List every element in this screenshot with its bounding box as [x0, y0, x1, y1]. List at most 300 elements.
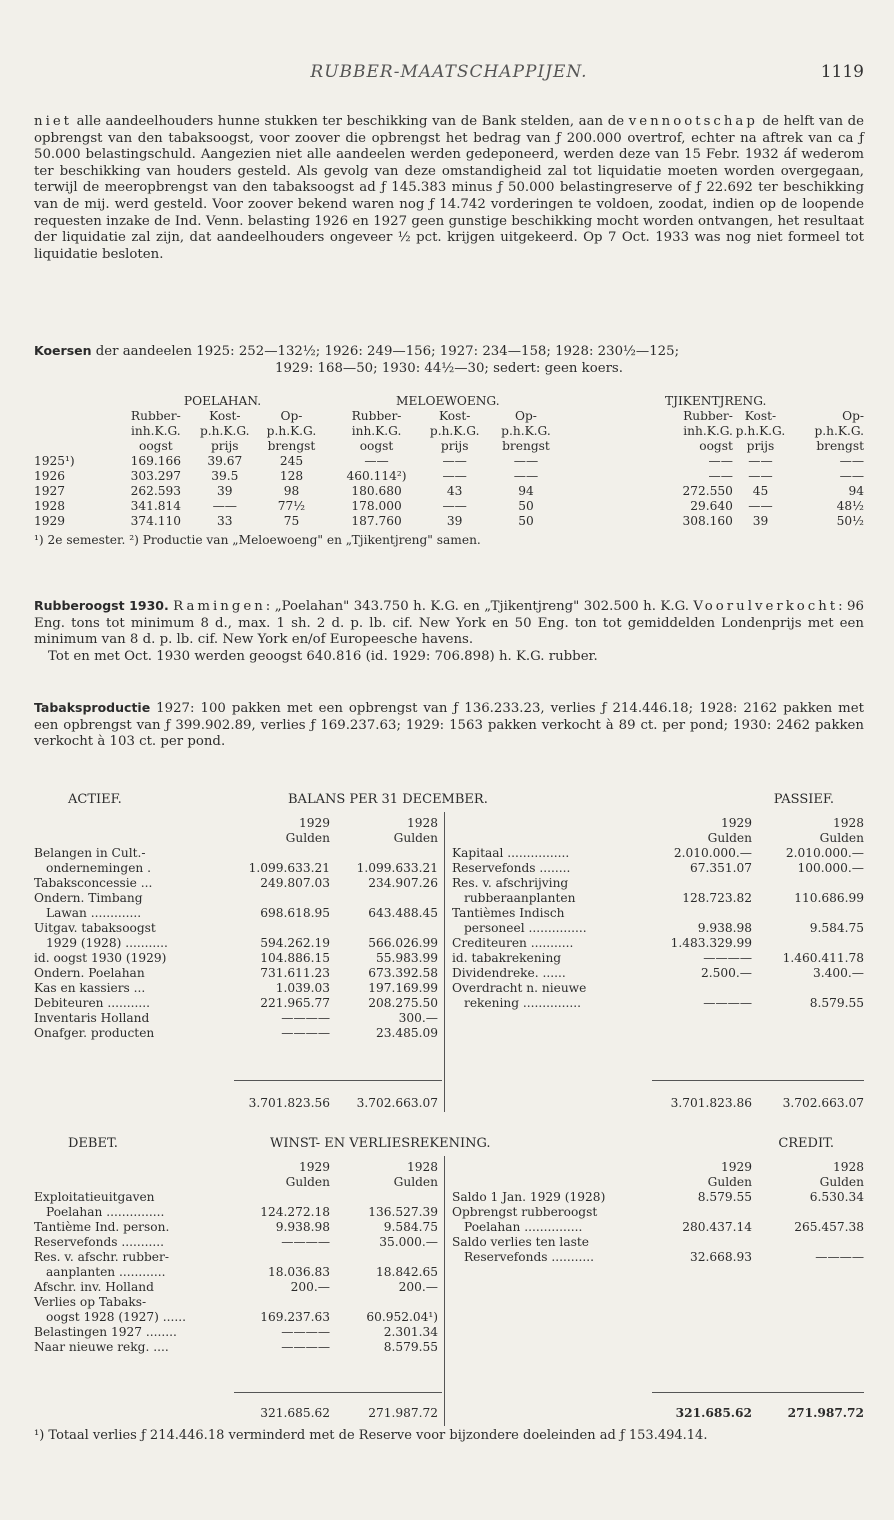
table-cell: ——	[212, 499, 237, 513]
koersen-label: Koersen	[34, 343, 92, 358]
ledger-value-1928: ————	[815, 1250, 864, 1264]
ledger-label: Uitgav. tabaksoogst	[34, 921, 156, 935]
year-header: 1928	[832, 1160, 864, 1174]
ledger-value-1929: 128.723.82	[682, 891, 752, 905]
voorverkocht-spaced: Voorulverkocht	[693, 599, 839, 614]
ledger-value-1929: 1.039.03	[275, 981, 330, 995]
table-cell: 39.5	[211, 469, 239, 483]
col-header: p.h.K.G.	[814, 424, 864, 438]
koersen-text-1: der aandeelen 1925: 252—132½; 1926: 249—156; 1927: 234—158; 1928: 230½—125;	[91, 344, 680, 359]
ledger-value-1929: 8.579.55	[697, 1190, 752, 1204]
ledger-value-1929: ————	[281, 1340, 330, 1354]
intro-paragraph	[34, 114, 864, 263]
ledger-label: Exploitatieuitgaven	[34, 1190, 155, 1204]
ledger-row	[452, 891, 864, 906]
winst-title: WINST- EN VERLIESREKENING.	[270, 1136, 491, 1151]
ledger-value-1929	[652, 981, 752, 996]
ledger-row	[452, 981, 864, 996]
table-cell: 50½	[836, 514, 864, 528]
ledger-row	[34, 1026, 438, 1041]
ledger-value-1929: ————	[281, 1325, 330, 1339]
ledger-value-1929: 2.500.—	[701, 966, 752, 980]
actief-total-1929: 3.701.823.56	[248, 1096, 330, 1110]
ledger-value-1928: 9.584.75	[383, 1220, 438, 1234]
ledger-row	[34, 1265, 438, 1280]
ledger-value-1928: 23.485.09	[375, 1026, 438, 1040]
table-cell: 45	[752, 484, 769, 498]
unit-header: Gulden	[285, 831, 330, 845]
table-cell: 29.640	[690, 499, 733, 513]
ledger-row	[34, 1235, 438, 1250]
col-header: Kost-	[438, 409, 471, 423]
ledger-row	[34, 861, 438, 876]
credit-title: CREDIT.	[778, 1136, 834, 1151]
col-header: prijs	[746, 439, 775, 453]
table-cell: 77½	[277, 499, 306, 513]
koersen-paragraph	[34, 343, 864, 377]
balans-title: BALANS PER 31 DECEMBER.	[288, 792, 488, 807]
unit-header: Gulden	[707, 831, 752, 845]
col-header: Kost-	[209, 409, 241, 423]
unit-header: Gulden	[819, 831, 864, 845]
col-header: p.h.K.G.	[200, 424, 250, 438]
ledger-value-1928: 2.301.34	[383, 1325, 438, 1339]
ledger-value-1928	[752, 1235, 864, 1250]
ledger-label: Dividendreke. ......	[452, 966, 566, 980]
ledger-value-1929	[652, 1205, 752, 1220]
intro-text-1: alle aandeelhouders hunne stukken ter beschikking van de Bank stelden, aan de	[72, 114, 629, 129]
ledger-row	[34, 1011, 438, 1026]
debet-total	[34, 1406, 442, 1421]
ledger-label: Ondern. Poelahan	[34, 966, 145, 980]
ledger-row	[452, 996, 864, 1011]
col-header: oogst	[359, 439, 394, 453]
table-cell: 272.550	[682, 484, 733, 498]
unit-header: Gulden	[707, 1175, 752, 1189]
ledger-row	[452, 846, 864, 861]
col-header: Op-	[515, 409, 537, 423]
ledger-row	[34, 1250, 438, 1265]
ledger-value-1928: 100.000.—	[797, 861, 864, 875]
ledger-value-1929: ————	[281, 1011, 330, 1025]
ledger-value-1929: 169.237.63	[260, 1310, 330, 1324]
ledger-value-1929: 67.351.07	[689, 861, 752, 875]
ledger-value-1929: 124.272.18	[260, 1205, 330, 1219]
koersen-text-2: 1929: 168—50; 1930: 44½—30; sedert: geen koers.	[275, 360, 623, 376]
tabak-text: 1927: 100 pakken met een opbrengst van ƒ 136.233.23, verlies ƒ 214.446.18; 1928: 2162 pakken met een opbrengst van ƒ 399.902.89, verlies ƒ 169.237.63; 1929: 1563 pakken verkocht à 89 ct. per pond; 1930: 2462 pakken verkocht à 103 ct. per pond.	[34, 701, 864, 750]
ledger-label: Ondern. Timbang	[34, 891, 143, 905]
ledger-value-1929: ————	[703, 951, 752, 965]
ledger-value-1929: 1.483.329.99	[670, 936, 752, 950]
table-cell: 33	[217, 514, 233, 528]
table-cell: ——	[708, 469, 733, 483]
col-header: Rubber-	[351, 409, 402, 423]
ledger-row	[34, 846, 438, 861]
ledger-value-1928	[752, 876, 864, 891]
ledger-value-1929: 731.611.23	[260, 966, 330, 980]
ledger-label: Crediteuren ...........	[452, 936, 574, 950]
ledger-label: Saldo verlies ten laste	[452, 1235, 589, 1249]
ledger-value-1929: 9.938.98	[275, 1220, 330, 1234]
ledger-label: Verlies op Tabaks-	[34, 1295, 147, 1309]
ledger-value-1929: ————	[281, 1235, 330, 1249]
ledger-value-1929	[230, 846, 330, 861]
ledger-row	[452, 951, 864, 966]
production-table	[34, 394, 864, 548]
year-header: 1928	[406, 1160, 438, 1174]
col-header: p.h.K.G.	[429, 424, 480, 438]
col-header: oogst	[699, 439, 733, 453]
col-header: prijs	[211, 439, 239, 453]
actief-title: ACTIEF.	[68, 792, 122, 807]
col-header: oogst	[139, 439, 173, 453]
table-row	[34, 469, 864, 484]
ledger-label: Lawan .............	[46, 906, 142, 920]
ledger-value-1929: 32.668.93	[689, 1250, 752, 1264]
ledger-value-1929	[652, 876, 752, 891]
ledger-label: personeel ...............	[464, 921, 587, 935]
table-cell: 43	[446, 484, 463, 498]
ledger-value-1928: 300.—	[398, 1011, 438, 1025]
table-cell: 303.297	[130, 469, 182, 483]
ledger-label: ondernemingen .	[46, 861, 152, 875]
ledger-label: rekening ...............	[464, 996, 582, 1010]
ledger-value-1929: 249.807.03	[260, 876, 330, 890]
ledger-value-1929: ————	[703, 996, 752, 1010]
table-cell: 460.114²)	[346, 469, 407, 483]
ledger-label: Onafger. producten	[34, 1026, 155, 1040]
ledger-label: aanplanten ............	[46, 1265, 166, 1279]
ledger-value-1929: 104.886.15	[260, 951, 330, 965]
year-header: 1929	[298, 816, 330, 830]
ledger-row	[34, 891, 438, 906]
actief-total	[34, 1096, 442, 1111]
col-header: p.h.K.G.	[266, 424, 317, 438]
ledger-row	[34, 1325, 438, 1340]
ledger-label: Kapitaal ................	[452, 846, 570, 860]
ledger-label: Opbrengst rubberoogst	[452, 1205, 598, 1219]
ledger-label: 1929 (1928) ...........	[46, 936, 168, 950]
ledger-row	[34, 1220, 438, 1235]
col-header: Rubber-	[130, 409, 181, 423]
ledger-row	[452, 1235, 864, 1250]
table-cell: ——	[839, 469, 864, 483]
col-header: Op-	[280, 409, 303, 423]
tabak-paragraph	[34, 700, 864, 751]
col-header: p.h.K.G.	[735, 424, 786, 438]
rubberoogst-paragraph	[34, 598, 864, 665]
passief-total-1929: 3.701.823.86	[670, 1096, 752, 1110]
table-cell: 48½	[836, 499, 864, 513]
col-header: brengst	[502, 439, 550, 453]
unit-header: Gulden	[393, 1175, 438, 1189]
ledger-label: Belangen in Cult.-	[34, 846, 146, 860]
ledger-value-1929	[230, 891, 330, 906]
ledger-value-1928: 1.099.633.21	[356, 861, 438, 875]
ledger-value-1928	[330, 1190, 438, 1205]
year-header: 1928	[406, 816, 438, 830]
tabak-label: Tabaksproductie	[34, 700, 151, 715]
intro-spaced: vennootschap	[628, 114, 758, 129]
rubberoogst-label: Rubberoogst 1930.	[34, 598, 169, 613]
ledger-value-1928: 234.907.26	[368, 876, 438, 890]
table-cell: ——	[708, 454, 733, 468]
ledger-value-1929: 221.965.77	[260, 996, 330, 1010]
ledger-value-1928: 1.460.411.78	[782, 951, 864, 965]
ledger-value-1928: 265.457.38	[794, 1220, 864, 1234]
ledger-value-1928: 18.842.65	[375, 1265, 438, 1279]
ledger-label: Naar nieuwe rekg. ....	[34, 1340, 169, 1354]
table-cell: 169.166	[130, 454, 182, 468]
table-cell: 39	[752, 514, 769, 528]
ledger-label: id. oogst 1930 (1929)	[34, 951, 167, 965]
rubberoogst-text-3: Tot en met Oct. 1930 werden geoogst 640.816 (id. 1929: 706.898) h. K.G. rubber.	[48, 648, 598, 664]
table-cell: 245	[279, 454, 304, 468]
production-footnote: ¹) 2e semester. ²) Productie van „Meloewoeng" en „Tjikentjreng" samen.	[34, 533, 481, 547]
table-cell: 128	[279, 469, 304, 483]
ledger-row	[452, 1250, 864, 1265]
table-cell: ——	[513, 454, 539, 468]
ledger-value-1928	[752, 906, 864, 921]
table-cell: 180.680	[351, 484, 402, 498]
ledger-row	[34, 906, 438, 921]
ledger-value-1928: 643.488.45	[368, 906, 438, 920]
table-cell: ——	[513, 469, 539, 483]
ledger-value-1928: 9.584.75	[809, 921, 864, 935]
ledger-label: Tabaksconcessie ...	[34, 876, 153, 890]
table-cell: 50	[518, 514, 534, 528]
ledger-value-1928	[330, 921, 438, 936]
ledger-value-1929: 594.262.19	[260, 936, 330, 950]
passief-total	[452, 1096, 864, 1111]
debet-title: DEBET.	[68, 1136, 118, 1151]
table-cell: 98	[283, 484, 300, 498]
winst-divider	[444, 1156, 445, 1426]
page-header	[34, 62, 864, 86]
year-header: 1929	[720, 816, 752, 830]
ledger-row	[34, 981, 438, 996]
table-cell: 94	[848, 484, 864, 498]
ledger-value-1928: 208.275.50	[368, 996, 438, 1010]
table-cell: 50	[518, 499, 534, 513]
table-row	[34, 514, 864, 529]
ledger-value-1929: ————	[281, 1026, 330, 1040]
table-cell: ——	[748, 499, 773, 513]
col-header: inh.K.G.	[351, 424, 402, 438]
ledger-label: Tantième Ind. person.	[34, 1220, 170, 1234]
credit-total	[452, 1406, 864, 1421]
rubberoogst-text-1: : „Poelahan" 343.750 h. K.G. en „Tjikentjreng" 302.500 h. K.G.	[265, 599, 694, 614]
ledger-value-1928	[330, 891, 438, 906]
ledger-row	[452, 861, 864, 876]
table-cell: 178.000	[351, 499, 402, 513]
ledger-value-1928	[752, 981, 864, 996]
passief-total-1928: 3.702.663.07	[782, 1096, 864, 1110]
col-header: Kost-	[744, 409, 777, 423]
unit-header: Gulden	[819, 1175, 864, 1189]
ledger-label: id. tabakrekening	[452, 951, 562, 965]
ledger-value-1929: 698.618.95	[260, 906, 330, 920]
ledger-value-1928	[330, 846, 438, 861]
credit-total-rule	[652, 1392, 864, 1393]
table-cell: ——	[748, 454, 773, 468]
table-row	[34, 454, 864, 469]
year-header: 1928	[832, 816, 864, 830]
ledger-row	[452, 966, 864, 981]
ledger-label: Debiteuren ...........	[34, 996, 151, 1010]
ledger-label: Reservefonds ...........	[34, 1235, 165, 1249]
intro-text-2: de helft van de opbrengst van den tabaksoogst, voor zoover die opbrengst het bedrag van ƒ 200.000 overtrof, echter na aftrek van ca ƒ 50.000 belastingschuld. Aangezien niet alle aandeelen werden gedeponeerd, werden deze van 15 Febr. 1932 áf wederom ter beschikking van houders gesteld. Als gevolg van deze omstandigheid zal tot liquidatie moeten worden overgegaan, terwijl de meeropbrengst van den tabaksoogst ad ƒ 145.383 minus ƒ 50.000 belastingreserve of ƒ 22.692 ter beschikking van de mij. werd gesteld. Voor zoover bekend waren nog ƒ 14.742 vorderingen te voldoen, zoodat, indien op de loopende requesten inzake de Ind. Venn. belasting 1926 en 1927 geen gunstige beschikking mocht worden ontvangen, het resultaat der liquidatie zal zijn, dat aandeelhouders ongeveer ½ pct. krijgen uitgekeerd. Op 7 Oct. 1933 was nog niet formeel tot liquidatie besloten.	[34, 114, 864, 262]
ledger-value-1928: 136.527.39	[368, 1205, 438, 1219]
ledger-value-1928	[330, 1295, 438, 1310]
ledger-row	[34, 1280, 438, 1295]
ledger-row	[34, 966, 438, 981]
passief-title: PASSIEF.	[773, 792, 834, 807]
group-poelahan: POELAHAN.	[183, 394, 262, 408]
actief-total-rule	[234, 1080, 442, 1081]
ledger-label: Overdracht n. nieuwe	[452, 981, 587, 995]
ledger-label: Belastingen 1927 ........	[34, 1325, 177, 1339]
row-year: 1928	[34, 499, 66, 513]
ledger-value-1928	[752, 936, 864, 951]
running-title: RUBBER-MAATSCHAPPIJEN.	[310, 62, 588, 82]
ledger-row	[34, 1340, 438, 1355]
col-header: inh.K.G.	[131, 424, 181, 438]
ledger-row	[452, 1190, 864, 1205]
ledger-value-1929	[230, 1190, 330, 1205]
passief-table	[452, 816, 864, 1011]
ledger-row	[452, 906, 864, 921]
ledger-label: Kas en kassiers ...	[34, 981, 146, 995]
ledger-label: rubberaanplanten	[464, 891, 576, 905]
page-number: 1119	[820, 62, 864, 82]
ledger-value-1928: 197.169.99	[368, 981, 438, 995]
ledger-value-1929: 200.—	[290, 1280, 330, 1294]
ledger-value-1929: 1.099.633.21	[248, 861, 330, 875]
col-header: p.h.K.G.	[501, 424, 551, 438]
ledger-row	[34, 951, 438, 966]
table-cell: 374.110	[130, 514, 182, 528]
table-cell: ——	[442, 454, 467, 468]
ledger-row	[34, 1190, 438, 1205]
ledger-label: Tantièmes Indisch	[452, 906, 565, 920]
ledger-row	[452, 876, 864, 891]
ledger-value-1929	[230, 1295, 330, 1310]
ledger-value-1928	[752, 1205, 864, 1220]
table-cell: 75	[283, 514, 300, 528]
table-cell: 39	[217, 484, 233, 498]
ledger-value-1928: 3.400.—	[813, 966, 864, 980]
actief-total-1928: 3.702.663.07	[356, 1096, 438, 1110]
credit-total-1929: 321.685.62	[675, 1406, 752, 1420]
ledger-value-1929	[652, 906, 752, 921]
table-row	[34, 484, 864, 499]
table-cell: 262.593	[130, 484, 182, 498]
ledger-value-1928: 110.686.99	[794, 891, 864, 905]
ledger-value-1928: 2.010.000.—	[785, 846, 864, 860]
lead-word: niet	[34, 114, 73, 129]
ledger-value-1928: 200.—	[398, 1280, 438, 1294]
ledger-value-1928: 35.000.—	[379, 1235, 438, 1249]
table-row	[34, 499, 864, 514]
rubberoogst-text-2: : 96 Eng. tons tot minimum 8 d., max. 1 sh. 2 d. p. lb. cif. New York en 50 Eng. ton tot gemiddelden Londenprijs met een minimum van 8 d. p. lb. cif. New York en/of Europeesche havens.	[34, 599, 864, 648]
ledger-value-1928: 60.952.04¹)	[366, 1310, 438, 1324]
ledger-value-1928: 566.026.99	[368, 936, 438, 950]
ledger-row	[452, 1205, 864, 1220]
table-cell: 39.67	[207, 454, 243, 468]
ledger-row	[34, 1295, 438, 1310]
group-meloewoeng: MELOEWOENG.	[395, 394, 500, 408]
ledger-value-1929: 2.010.000.—	[673, 846, 752, 860]
table-cell: 187.760	[351, 514, 402, 528]
debet-total-rule	[234, 1392, 442, 1393]
debet-table	[34, 1160, 442, 1355]
debet-total-1928: 271.987.72	[368, 1406, 438, 1420]
ledger-label: Saldo 1 Jan. 1929 (1928)	[452, 1190, 606, 1204]
table-cell: ——	[442, 499, 467, 513]
balans-divider	[444, 812, 445, 1112]
col-header: Rubber-	[683, 409, 733, 423]
passief-total-rule	[652, 1080, 864, 1081]
ledger-label: Afschr. inv. Holland	[34, 1280, 154, 1294]
table-cell: 308.160	[682, 514, 733, 528]
col-header: inh.K.G.	[683, 424, 733, 438]
table-cell: 39	[446, 514, 463, 528]
table-cell: ——	[748, 469, 773, 483]
group-tjikentjreng: TJIKENTJRENG.	[664, 394, 767, 408]
ledger-value-1929	[230, 1250, 330, 1265]
row-year: 1929	[34, 514, 66, 528]
col-header: prijs	[440, 439, 469, 453]
actief-table	[34, 816, 442, 1041]
ledger-value-1928: 6.530.34	[809, 1190, 864, 1204]
ledger-value-1928: 673.392.58	[368, 966, 438, 980]
ledger-label: Reservefonds ...........	[464, 1250, 595, 1264]
ledger-label: Poelahan ...............	[464, 1220, 583, 1234]
row-year: 1927	[34, 484, 66, 498]
unit-header: Gulden	[393, 831, 438, 845]
ledger-label: oogst 1928 (1927) ......	[46, 1310, 187, 1324]
ledger-row	[452, 921, 864, 936]
ramingen-spaced: Ramingen	[173, 599, 266, 614]
col-header: Op-	[842, 409, 864, 423]
year-header: 1929	[298, 1160, 330, 1174]
ledger-value-1929	[652, 1235, 752, 1250]
ledger-value-1928	[330, 1250, 438, 1265]
ledger-value-1928: 8.579.55	[809, 996, 864, 1010]
credit-table	[452, 1160, 864, 1265]
ledger-row	[34, 936, 438, 951]
ledger-label: Reservefonds ........	[452, 861, 571, 875]
ledger-row	[34, 996, 438, 1011]
final-footnote: ¹) Totaal verlies ƒ 214.446.18 verminderd met de Reserve voor bijzondere doeleinden ad ƒ 153.494.14.	[34, 1428, 708, 1443]
ledger-value-1929: 18.036.83	[267, 1265, 330, 1279]
ledger-value-1928: 8.579.55	[383, 1340, 438, 1354]
ledger-value-1929	[230, 921, 330, 936]
col-header: brengst	[267, 439, 316, 453]
ledger-row	[34, 921, 438, 936]
row-year: 1925¹)	[34, 454, 75, 468]
ledger-label: Inventaris Holland	[34, 1011, 150, 1025]
year-header: 1929	[720, 1160, 752, 1174]
ledger-row	[34, 1205, 438, 1220]
unit-header: Gulden	[285, 1175, 330, 1189]
table-cell: 94	[518, 484, 534, 498]
table-cell: ——	[839, 454, 864, 468]
ledger-value-1928: 55.983.99	[375, 951, 438, 965]
ledger-label: Res. v. afschrijving	[452, 876, 569, 890]
table-cell: ——	[442, 469, 467, 483]
